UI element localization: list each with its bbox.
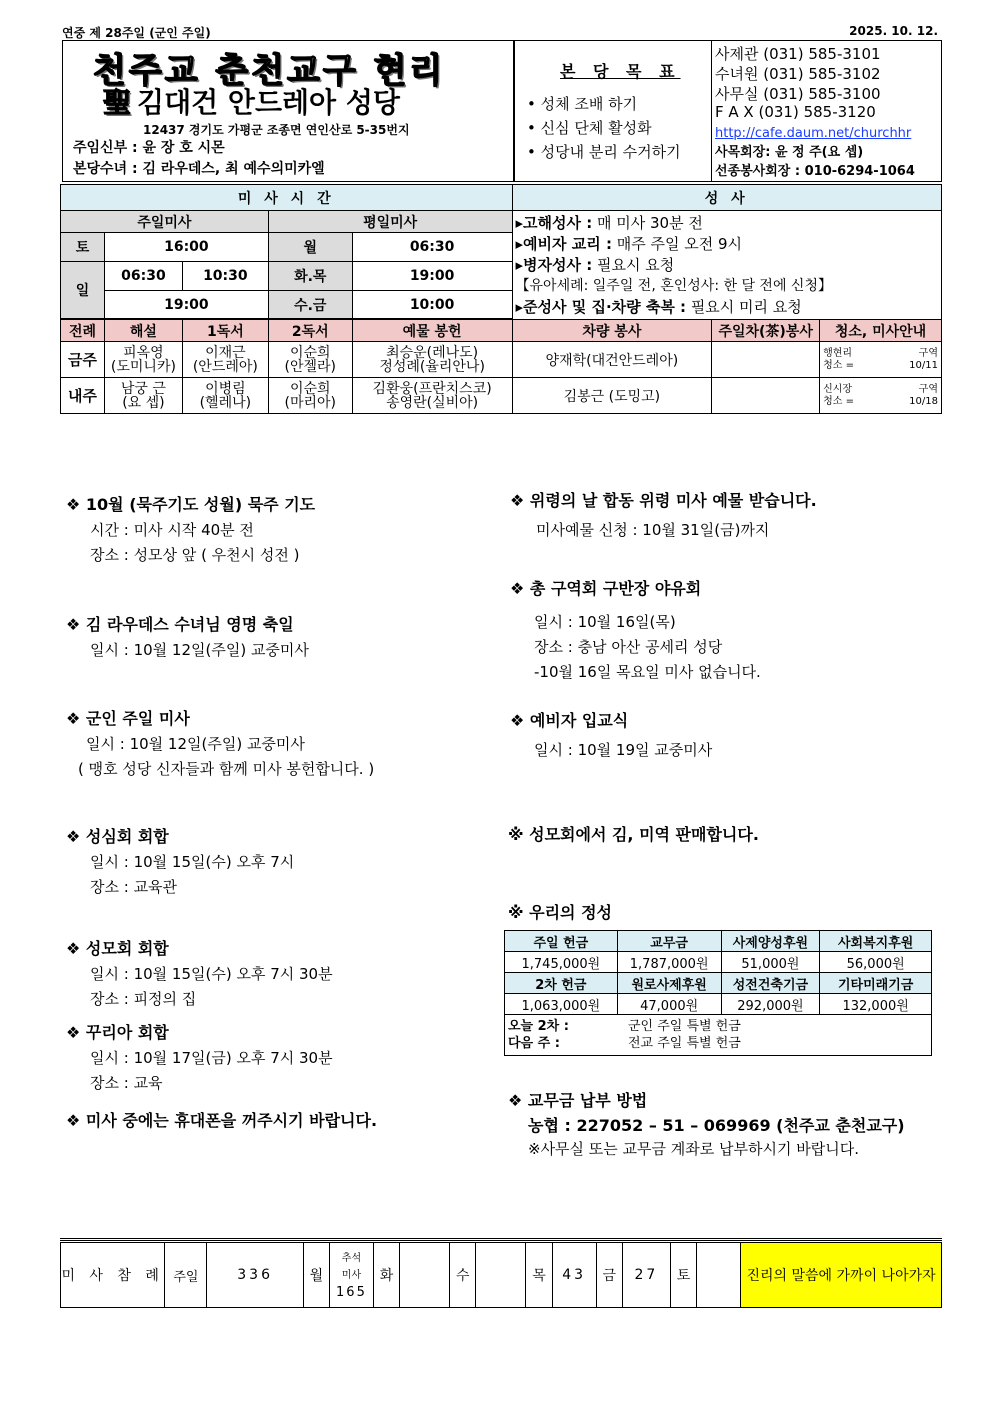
duty-commentary: 피옥영 (도미니카): [104, 342, 182, 378]
duty-vehicle: 김봉근 (도밍고): [512, 378, 712, 414]
bulletin-date: 2025. 10. 12.: [849, 24, 938, 38]
att-sat-value: [697, 1243, 741, 1308]
duty-header: 주일차(茶)봉사: [712, 320, 820, 342]
sat-label: 토: [61, 233, 105, 262]
duty-reading2: 이순희 (마리아): [268, 378, 352, 414]
notice-sacred-heart: ❖ 성심회 회합 일시 : 10월 15일(수) 오후 7시 장소 : 교육관: [66, 827, 295, 896]
saint-char: 聖: [103, 86, 132, 119]
duty-header: 차량 봉사: [512, 320, 712, 342]
duty-row-label: 내주: [61, 378, 105, 414]
title-line2-text: 김대건 안드레아 성당: [137, 86, 400, 119]
donation-value: 56,000원: [820, 952, 932, 973]
donation-value: 132,000원: [820, 994, 932, 1015]
duty-reading1: 이재근 (안드레아): [182, 342, 268, 378]
notice-feast: ❖ 김 라우데스 수녀님 영명 축일 일시 : 10월 12일(주일) 교중미사: [66, 615, 309, 659]
dues-note: ※사무실 또는 교무금 계좌로 납부하시기 바랍니다.: [528, 1140, 859, 1158]
notice-catechumen: ❖ 예비자 입교식 일시 : 10월 19일 교중미사: [510, 711, 713, 759]
att-fri-label: 금: [596, 1243, 622, 1308]
duty-cleaning: 신시장 구역 청소 = 10/18: [820, 378, 942, 414]
notice-military-mass: ❖ 군인 주일 미사 일시 : 10월 12일(주일) 교중미사 ( 맹호 성당 신자들과 함께 미사 봉헌합니다. ): [66, 709, 375, 778]
att-sat-label: 토: [670, 1243, 696, 1308]
address: 12437 경기도 가평군 조종면 연인산로 5-35번지: [143, 123, 410, 137]
notice-rosary: ❖ 10월 (묵주기도 성월) 묵주 기도 시간 : 미사 시작 40분 전 장소 : 성모상 앞 ( 우천시 성전 ): [66, 495, 316, 564]
tuethu-time: 19:00: [352, 262, 512, 291]
att-tue-value: [400, 1243, 450, 1308]
duty-header: 청소, 미사안내: [820, 320, 942, 342]
att-wed-label: 수: [450, 1243, 476, 1308]
donation-header: 사제양성후원: [721, 931, 820, 952]
mon-time: 06:30: [352, 233, 512, 262]
donation-header: 원로사제후원: [617, 973, 721, 994]
donation-header: 성전건축기금: [721, 973, 820, 994]
tuethu-label: 화.목: [268, 262, 352, 291]
wedfri-time: 10:00: [352, 291, 512, 319]
duty-reading1: 이병림 (헬레나): [182, 378, 268, 414]
sacrament-line: ▸준성사 및 집·차량 축복 : 필요시 미리 요청: [515, 298, 802, 316]
donation-header: 2차 헌금: [505, 973, 618, 994]
donation-value: 1,063,000원: [505, 994, 618, 1015]
sacrament-line: ▸고해성사 : 매 미사 30분 전: [515, 214, 703, 232]
att-thu-value: 43: [552, 1243, 596, 1308]
cafe-link-text[interactable]: http://cafe.daum.net/churchhr: [715, 126, 912, 141]
att-mon-note: 추석 미사 165: [329, 1243, 373, 1308]
sun-time: 10:30: [182, 262, 268, 291]
sacrament-line: ▸병자성사 : 필요시 요청: [515, 256, 675, 274]
mission-president: 선종봉사회장 : 010-6294-1064: [715, 164, 915, 179]
contact-line: F A X (031) 585-3120: [715, 103, 876, 121]
header-top-line: [62, 24, 942, 40]
goal-item: • 성당내 분리 수거하기: [527, 143, 681, 161]
att-sun-value: 336: [207, 1243, 303, 1308]
goals-contacts-box: [514, 40, 942, 182]
pastor: 주임신부 : 윤 장 호 시몬: [73, 140, 225, 156]
attendance-table: [60, 1242, 942, 1308]
dues-account: 농협 : 227052 – 51 – 069969 (천주교 춘천교구): [528, 1116, 905, 1135]
week-label: 연중 제 28주일 (군인 주일): [62, 26, 211, 40]
sacraments-title: 성 사: [512, 185, 941, 211]
duty-vehicle: 양재학(대건안드레아): [512, 342, 712, 378]
wedfri-label: 수.금: [268, 291, 352, 319]
council-president: 사목회장: 윤 정 주(요 셉): [715, 145, 864, 160]
duty-commentary: 남궁 근 (요 셉): [104, 378, 182, 414]
att-thu-label: 목: [526, 1243, 552, 1308]
att-mon-label: 월: [303, 1243, 329, 1308]
donations-title: ※ 우리의 정성: [508, 903, 612, 922]
duty-tea: [712, 378, 820, 414]
contact-line: 사제관 (031) 585-3101: [715, 45, 881, 63]
weekday-mass-label: 평일미사: [268, 211, 512, 233]
donation-header: 기타미래기금: [820, 973, 932, 994]
goals-divider: [711, 41, 712, 181]
duty-header-row: [61, 320, 942, 342]
nuns: 본당수녀 : 김 라우데스, 최 예수의미카엘: [73, 161, 325, 177]
parish-title-box: [62, 40, 514, 182]
donation-value: 1,745,000원: [505, 952, 618, 973]
motto: 진리의 말씀에 가까이 나아가자: [741, 1243, 942, 1308]
mon-label: 월: [268, 233, 352, 262]
title-line1: 천주교 춘천교구 현리: [93, 51, 446, 91]
cafe-link[interactable]: [715, 123, 911, 141]
notice-phone: ❖ 미사 중에는 휴대폰을 꺼주시기 바랍니다.: [66, 1111, 378, 1130]
att-wed-value: [476, 1243, 526, 1308]
duty-offering: 김환웅(프란치스코) 송영란(실비아): [352, 378, 512, 414]
donation-value: 47,000원: [617, 994, 721, 1015]
mass-times-title: 미 사 시 간: [61, 185, 513, 211]
duty-cleaning: 행현리 구역 청소 = 10/11: [820, 342, 942, 378]
duty-reading2: 이순희 (안젤라): [268, 342, 352, 378]
att-sun-label: 주일: [165, 1243, 207, 1308]
goal-item: • 신심 단체 활성화: [527, 119, 652, 137]
contact-line: 수녀원 (031) 585-3102: [715, 65, 881, 83]
notice-mothers: ❖ 성모회 회합 일시 : 10월 15일(수) 오후 7시 30분 장소 : 피정의 집: [66, 939, 333, 1008]
sunday-mass-label: 주일미사: [61, 211, 269, 233]
sat-time: 16:00: [104, 233, 268, 262]
goals-title: 본 당 목 표: [560, 62, 681, 81]
notice-all-souls: ❖ 위령의 날 합동 위령 미사 예물 받습니다. 미사예물 신청 : 10월 31일(금)까지: [510, 491, 817, 539]
sacrament-line: ▸예비자 교리 : 매주 주일 오전 9시: [515, 235, 742, 253]
donation-value: 292,000원: [721, 994, 820, 1015]
duty-row-next-week: [61, 378, 942, 414]
attendance-top-rule: [60, 1238, 942, 1241]
att-tue-label: 화: [374, 1243, 400, 1308]
notice-curia: ❖ 꾸리아 회합 일시 : 10월 17일(금) 오후 7시 30분 장소 : 교육: [66, 1023, 333, 1092]
duty-header: 1독서: [182, 320, 268, 342]
title-line2: [103, 81, 400, 121]
sun-label: 일: [61, 262, 105, 319]
dues-section: ❖ 교무금 납부 방법 농협 : 227052 – 51 – 069969 (천주교 춘천교구) ※사무실 또는 교무금 계좌로 납부하시기 바랍니다.: [508, 1091, 905, 1158]
donation-header: 사회복지후원: [820, 931, 932, 952]
donation-value: 51,000원: [721, 952, 820, 973]
sacrament-line: 【유아세례: 일주일 전, 혼인성사: 한 달 전에 신청】: [515, 278, 832, 294]
duty-offering: 최승운(레나도) 정성례(율리안나): [352, 342, 512, 378]
notice-sale: ※ 성모회에서 김, 미역 판매합니다.: [508, 825, 759, 844]
sun-time: 06:30: [104, 262, 182, 291]
duty-row-label: 금주: [61, 342, 105, 378]
duty-header: 예물 봉헌: [352, 320, 512, 342]
contact-line: 사무실 (031) 585-3100: [715, 85, 881, 103]
mass-schedule-table: [60, 184, 942, 414]
duty-header: 2독서: [268, 320, 352, 342]
duty-tea: [712, 342, 820, 378]
duty-header: 해설: [104, 320, 182, 342]
donation-value: 1,787,000원: [617, 952, 721, 973]
second-collection-notes: 오늘 2차 : 군인 주일 특별 헌금 다음 주 : 전교 주일 특별 헌금: [505, 1015, 932, 1056]
sun-time: 19:00: [104, 291, 268, 319]
donation-header: 주일 헌금: [505, 931, 618, 952]
att-fri-value: 27: [622, 1243, 670, 1308]
notice-picnic: ❖ 총 구역회 구반장 야유회 일시 : 10월 16일(목) 장소 : 충남 아산 공세리 성당 -10월 16일 목요일 미사 없습니다.: [510, 579, 761, 681]
attendance-label: 미 사 참 례: [61, 1243, 165, 1308]
donations-table: [504, 930, 932, 1056]
sacraments-box: [512, 211, 941, 320]
donation-header: 교무금: [617, 931, 721, 952]
duty-header: 전례: [61, 320, 105, 342]
duty-row-this-week: [61, 342, 942, 378]
goal-item: • 성체 조배 하기: [527, 95, 638, 113]
